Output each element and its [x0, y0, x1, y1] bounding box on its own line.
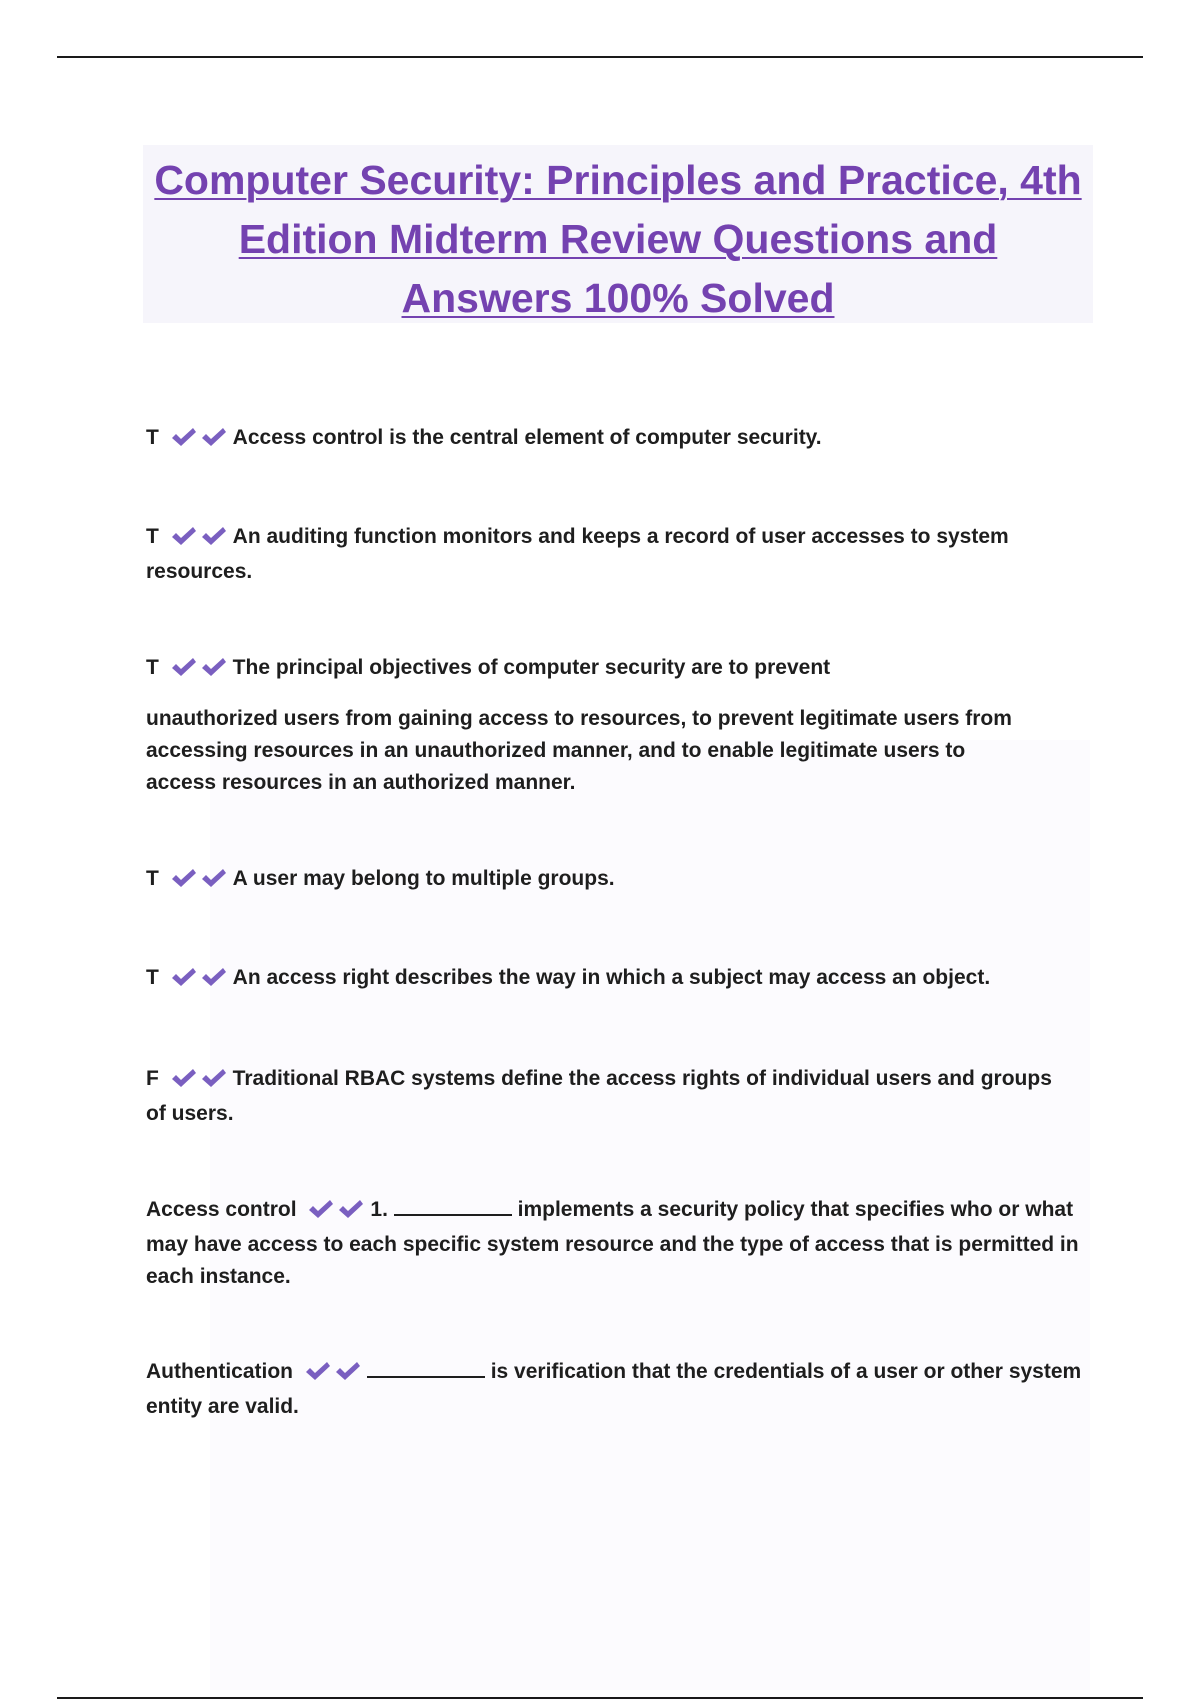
qa-item — [146, 652, 1096, 799]
check-icon — [201, 868, 227, 888]
check-icon — [171, 526, 197, 546]
answer-blank — [394, 1196, 512, 1216]
answer-label: T — [146, 426, 159, 449]
question-continuation: unauthorized users from gaining access to resources, to prevent legitimate users from accessing resources in an unauthorized manner, and to enable legitimate users to access resources in an authorized manner. — [146, 707, 1012, 794]
question-text: Access control is the central element of computer security. — [232, 426, 822, 449]
check-icon — [335, 1361, 361, 1381]
check-icon — [201, 427, 227, 447]
qa-item — [146, 962, 1096, 997]
answer-label: T — [146, 966, 159, 989]
title-line-1: Computer Security: Principles and Practice, 4th — [154, 157, 1082, 203]
double-check-icon — [171, 1066, 231, 1098]
check-icon — [171, 1068, 197, 1088]
document-title[interactable] — [143, 151, 1093, 328]
double-check-icon — [171, 524, 231, 556]
question-text: implements a security policy that specifies who or what may have access to each specific system resource and the type of access that is permitted in each instance. — [146, 1198, 1079, 1288]
item-number: 1. — [370, 1198, 388, 1221]
question-text: Traditional RBAC systems define the access rights of individual users and groups of users. — [146, 1067, 1052, 1125]
check-icon — [201, 526, 227, 546]
qa-item — [146, 863, 1096, 898]
qa-item — [146, 521, 1016, 588]
check-icon — [308, 1199, 334, 1219]
check-icon — [338, 1199, 364, 1219]
qa-item — [146, 1356, 1096, 1423]
double-check-icon — [171, 965, 231, 997]
answer-label: T — [146, 656, 159, 679]
check-icon — [201, 967, 227, 987]
title-line-3: Answers 100% Solved — [401, 275, 835, 321]
qa-item — [146, 1194, 1096, 1293]
answer-label: Access control — [146, 1198, 297, 1221]
check-icon — [171, 427, 197, 447]
check-icon — [171, 657, 197, 677]
answer-label: Authentication — [146, 1360, 293, 1383]
qa-item — [146, 1063, 1071, 1130]
double-check-icon — [171, 655, 231, 687]
check-icon — [201, 657, 227, 677]
question-text: is verification that the credentials of a user or other system entity are valid. — [146, 1360, 1082, 1418]
check-icon — [201, 1068, 227, 1088]
double-check-icon — [171, 866, 231, 898]
double-check-icon — [171, 425, 231, 457]
answer-label: T — [146, 867, 159, 890]
question-text: An auditing function monitors and keeps a record of user accesses to system resources. — [146, 525, 1009, 583]
answer-label: F — [146, 1067, 159, 1090]
answer-label: T — [146, 525, 159, 548]
check-icon — [305, 1361, 331, 1381]
question-text: A user may belong to multiple groups. — [232, 867, 615, 890]
question-text: An access right describes the way in which a subject may access an object. — [232, 966, 991, 989]
title-line-2: Edition Midterm Review Questions and — [238, 216, 998, 262]
check-icon — [171, 967, 197, 987]
qa-item — [146, 422, 1096, 457]
double-check-icon — [305, 1359, 365, 1391]
footer-rule — [57, 1697, 1143, 1699]
answer-blank — [367, 1358, 485, 1378]
double-check-icon — [308, 1197, 368, 1229]
question-text: The principal objectives of computer security are to prevent — [232, 656, 831, 679]
header-rule — [57, 56, 1143, 58]
check-icon — [171, 868, 197, 888]
title-block — [143, 145, 1093, 323]
